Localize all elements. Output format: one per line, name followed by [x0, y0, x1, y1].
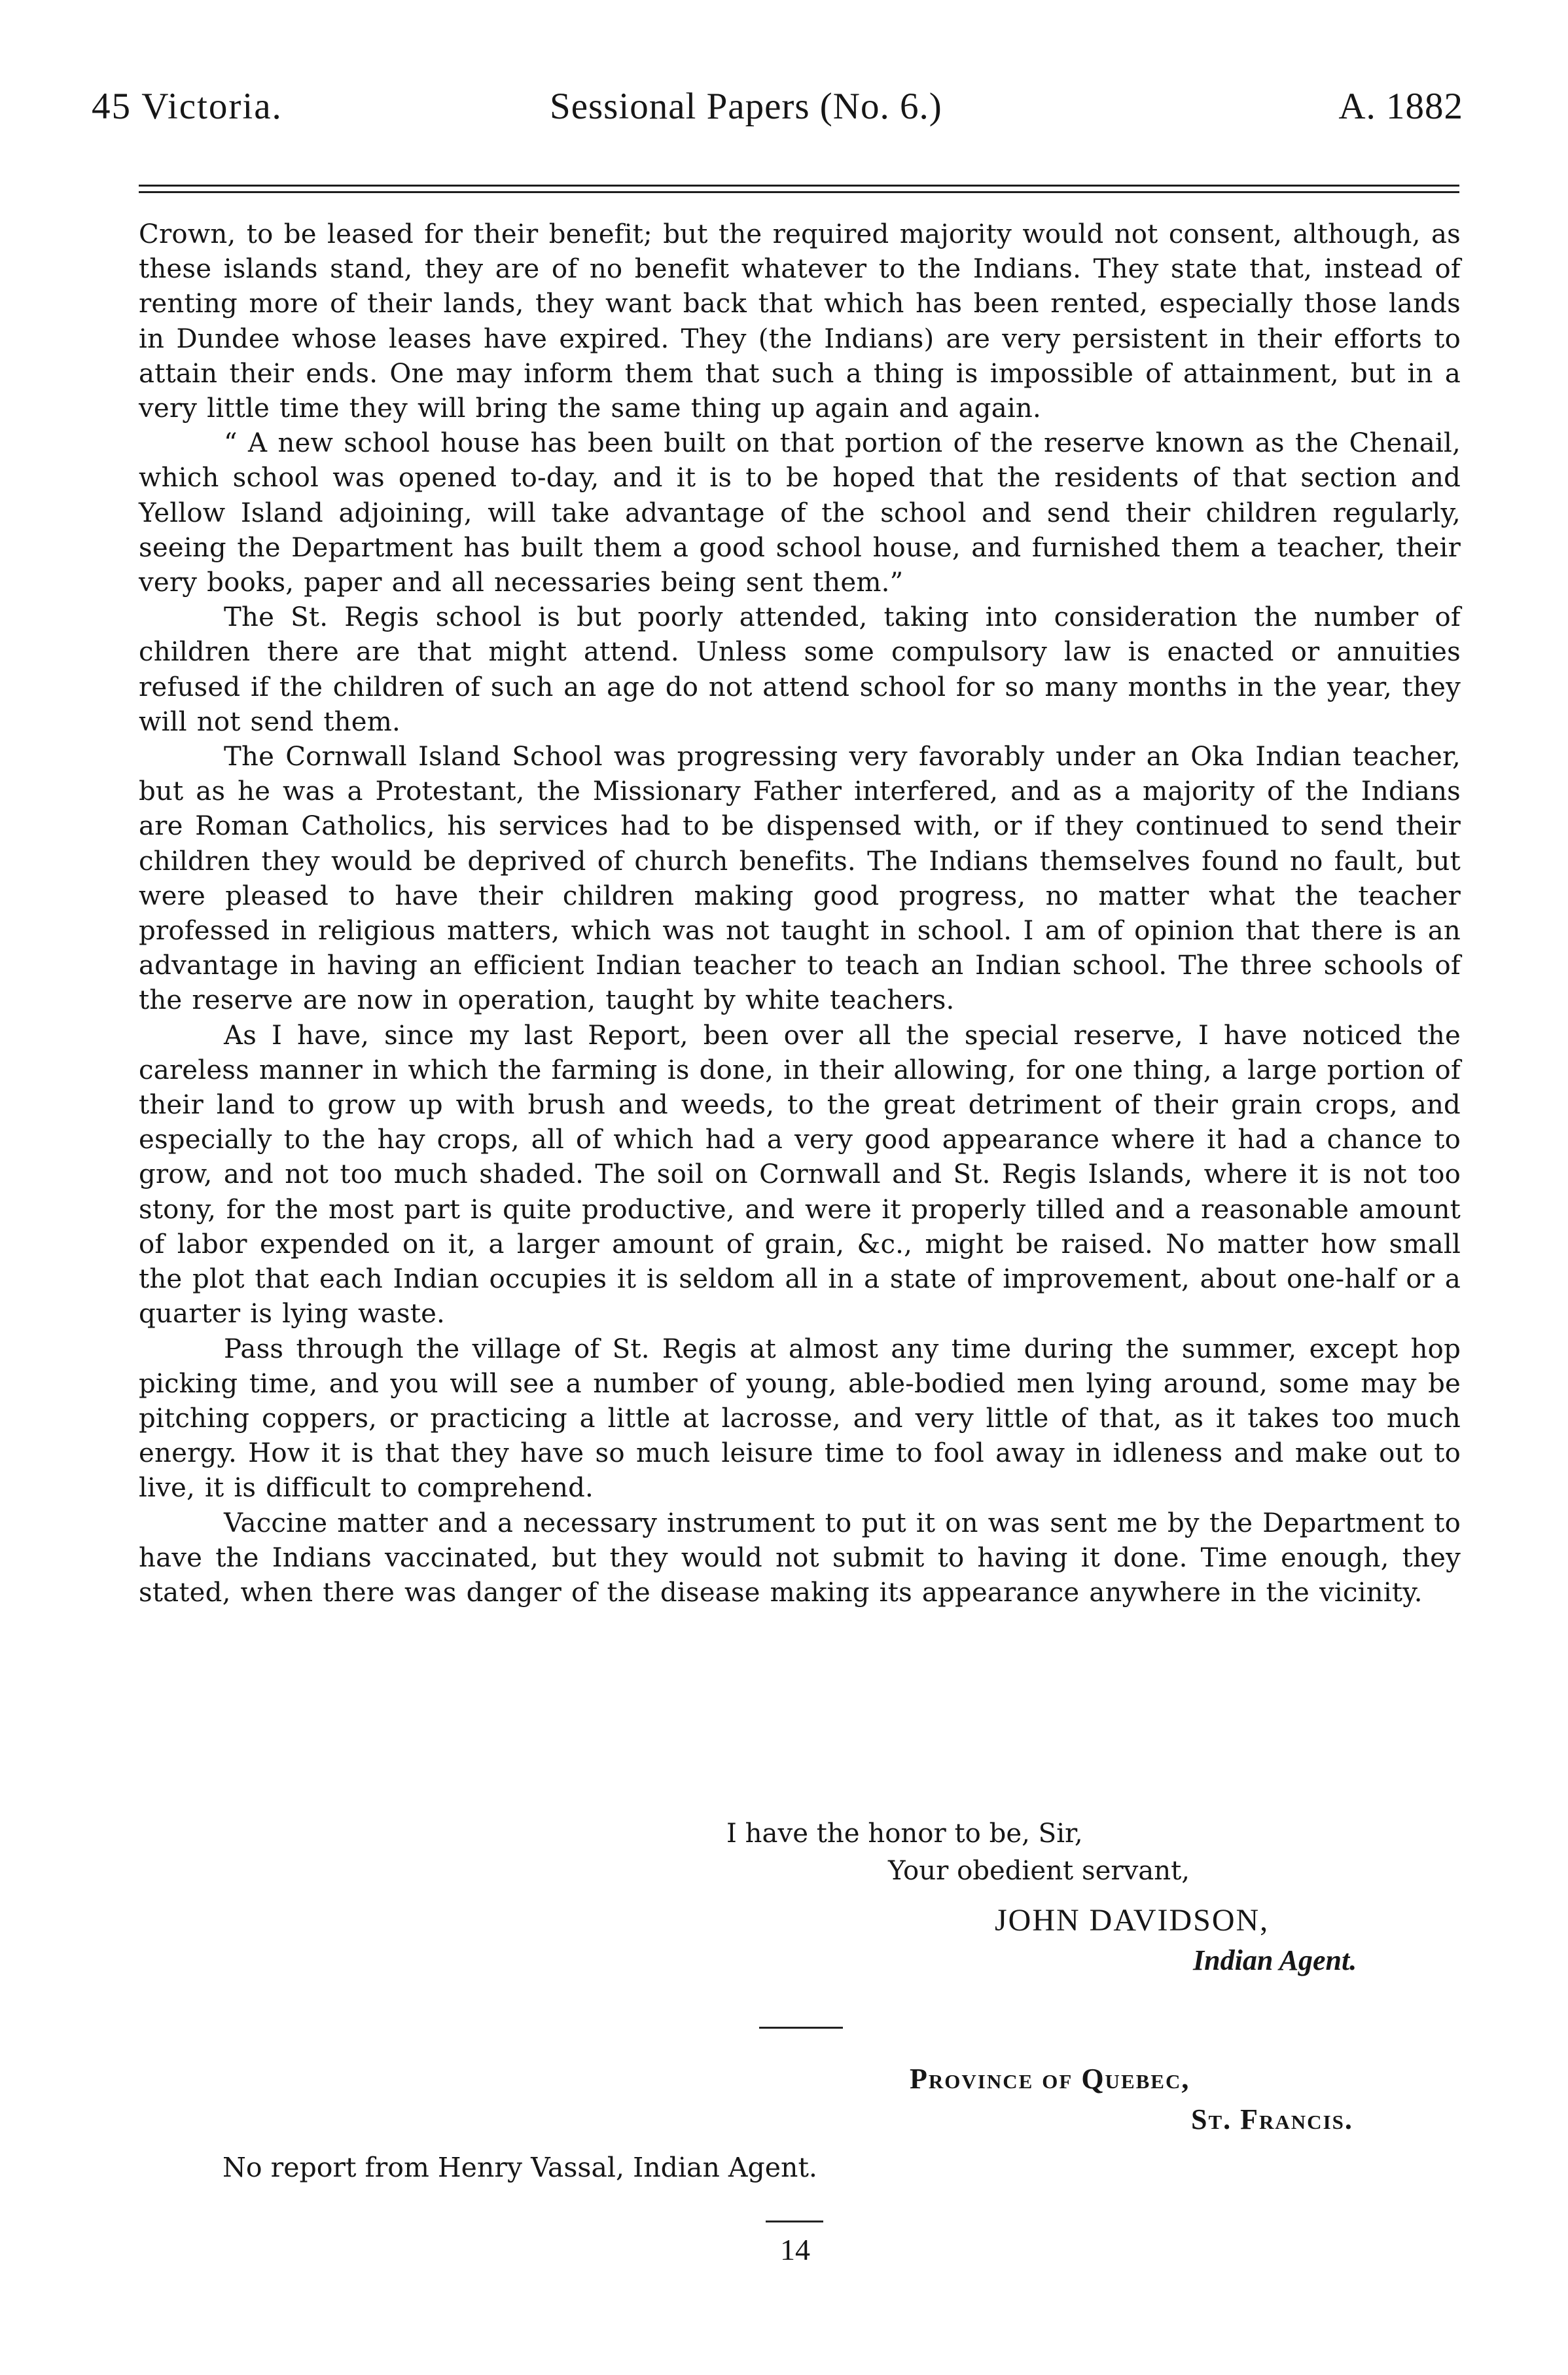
paragraph: As I have, since my last Report, been over all the special reserve, I have noticed the careless manner in which the farming is done, in their allowing, for one thing, a large portion of their land to grow up with brush and weeds, to the great detriment of their grain crops, and especially to the hay crops, all of which had a very good appearance where it had a chance to grow, and not too much shaded. The soil on Cornwall and St. Regis Islands, where it is not too stony, for the most part is quite productive, and were it properly tilled and a reasonable amount of labor expended on it, a larger amount of grain, &c., might be raised. No matter how small the plot that each Indian occupies it is seldom all in a state of improvement, about one-half or a quarter is lying waste.	[139, 1020, 1461, 1330]
header-rule-top	[139, 185, 1459, 187]
paragraph: The Cornwall Island School was progressing very favorably under an Oka Indian teacher, but as he was a Protestant, the Missionary Father interfered, and as a majority of the Indians are Roman Catholics, his services had to be dispensed with, or if they continued to send their children they would be deprived of church benefits. The Indians themselves found no fault, but were pleased to have their children making good progress, no matter what the teacher professed in religious matters, which was not taught in school. I am of opinion that there is an advantage in having an efficient Indian teacher to teach an Indian school. The three schools of the reserve are now in operation, taught by white teachers.	[139, 742, 1461, 1016]
signer-title: Indian Agent.	[1193, 1944, 1357, 1976]
header-session: 45 Victoria.	[92, 86, 283, 127]
report-body	[139, 217, 1461, 1610]
paragraph: “ A new school house has been built on that portion of the reserve known as the Chenail, which school was opened to-day, and it is to be hoped that the residents of that section and Yellow Island adjoining, will take advantage of the school and send their children regularly, seeing the Department has built them a good school house, and furnished them a teacher, their very books, paper and all necessaries being sent them.”	[139, 428, 1461, 598]
paragraph: The St. Regis school is but poorly attended, taking into consideration the number of children there are that might attend. Unless some compulsory law is enacted or annuities refused if the children of such an age do not attend school for so many months in the year, they will not send them.	[139, 602, 1461, 737]
paragraph: Vaccine matter and a necessary instrument to put it on was sent me by the Department to have the Indians vaccinated, but they would not submit to having it done. Time enough, they stated, when there was danger of the disease making its appearance anywhere in the vicinity.	[139, 1508, 1461, 1608]
header-title: Sessional Papers (No. 6.)	[550, 86, 942, 127]
signer-name: JOHN DAVIDSON,	[995, 1903, 1270, 1938]
paragraph: Crown, to be leased for their benefit; but the required majority would not consent, although, as these islands stand, they are of no benefit whatever to the Indians. They state that, instead of renting more of their lands, they want back that which has been rented, especially those lands in Dundee whose leases have expired. They (the Indians) are very persistent in their efforts to attain their ends. One may inform them that such a thing is impossible of attainment, but in a very little time they will bring the same thing up again and again.	[139, 219, 1461, 424]
section-divider	[759, 2027, 843, 2029]
running-header	[92, 84, 1463, 130]
paragraph: Pass through the village of St. Regis at almost any time during the summer, except hop picking time, and you will see a number of young, able-bodied men lying around, some may be pitching coppers, or practicing a little at lacrosse, and very little of that, as it takes too much energy. How it is that they have so much leisure time to fool away in idleness and make out to live, it is difficult to comprehend.	[139, 1333, 1461, 1504]
no-report-note: No report from Henry Vassal, Indian Agent.	[223, 2152, 817, 2183]
footer-rule	[766, 2221, 823, 2222]
header-year: A. 1882	[1338, 86, 1463, 127]
agency-heading: St. Francis.	[1191, 2103, 1353, 2135]
header-rule-bottom	[139, 191, 1459, 193]
page-number: 14	[780, 2233, 810, 2266]
closing-servant: Your obedient servant,	[888, 1856, 1190, 1886]
province-heading: Province of Quebec,	[910, 2063, 1190, 2095]
closing-salutation: I have the honor to be, Sir,	[726, 1819, 1083, 1849]
